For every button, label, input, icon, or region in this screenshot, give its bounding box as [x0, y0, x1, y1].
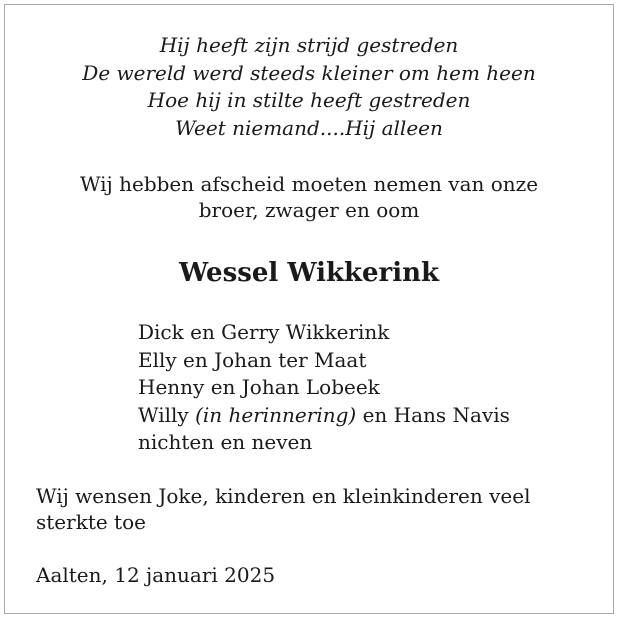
family-member: Elly en Johan ter Maat — [138, 347, 367, 372]
wishes-line: sterkte toe — [36, 510, 146, 534]
poem — [5, 32, 613, 142]
intro-line: broer, zwager en oom — [198, 198, 420, 222]
poem-line: De wereld werd steeds kleiner om hem heen — [82, 60, 536, 85]
intro-text — [5, 171, 613, 223]
poem-line: Hij heeft zijn strijd gestreden — [159, 33, 459, 57]
wishes-text — [36, 483, 596, 535]
deceased-name: Wessel Wikkerink — [178, 258, 440, 288]
family-list — [138, 319, 510, 457]
family-member — [138, 402, 510, 430]
family-member-name: Willy — [138, 402, 189, 427]
obituary-notice — [4, 4, 614, 614]
intro-line: Wij hebben afscheid moeten nemen van onze — [79, 172, 539, 196]
poem-line: Weet niemand....Hij alleen — [175, 115, 443, 140]
place-date: Aalten, 12 januari 2025 — [36, 563, 276, 587]
poem-line: Hoe hij in stilte heeft gestreden — [147, 88, 471, 112]
in-memory-note: (in herinnering) — [195, 402, 357, 427]
wishes-line: Wij wensen Joke, kinderen en kleinkinderen veel — [36, 484, 531, 508]
family-member-partner: en Hans Navis — [362, 402, 510, 427]
family-member: nichten en neven — [138, 430, 313, 454]
family-member: Dick en Gerry Wikkerink — [138, 320, 390, 344]
family-member: Henny en Johan Lobeek — [138, 375, 380, 399]
